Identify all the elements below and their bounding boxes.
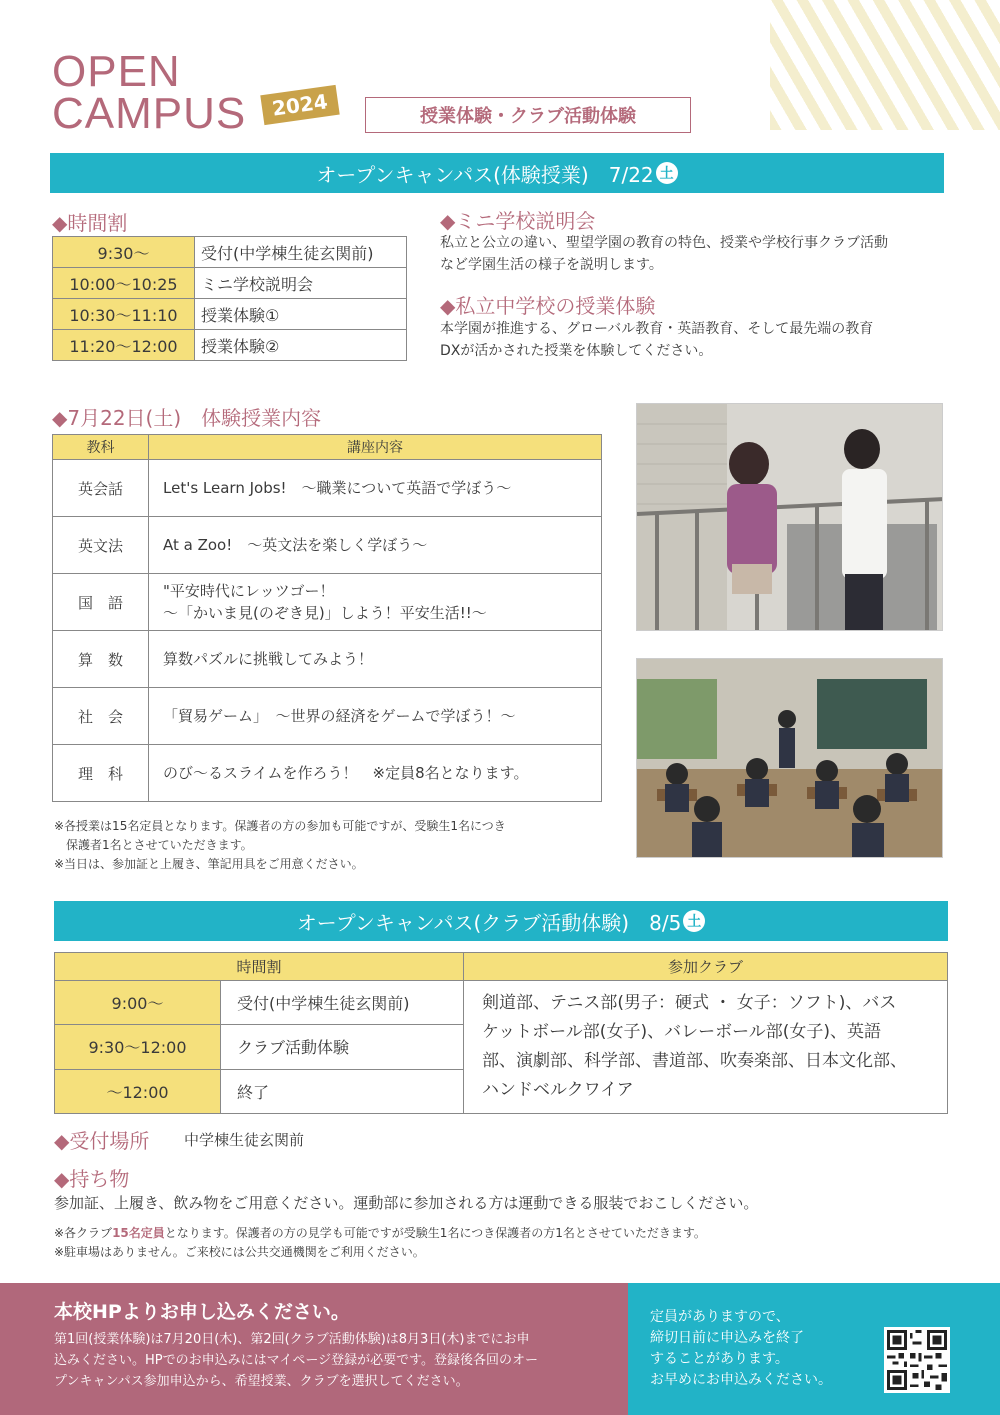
desc-cell: 受付(中学棟生徒玄関前): [221, 981, 464, 1025]
table-row: [53, 745, 602, 802]
subtitle-box: 授業体験・クラブ活動体験: [365, 97, 691, 133]
col-time: 時間割: [55, 953, 464, 981]
note-line: ※駐車場はありません。ご来校には公共交通機関をご利用ください。: [54, 1245, 425, 1259]
reception-place: 中学棟生徒玄関前: [184, 1131, 305, 1149]
time-cell: 9:00〜: [55, 981, 221, 1025]
time-cell: 10:00〜10:25: [53, 268, 195, 299]
notice-line: お早めにお申込みください。: [650, 1372, 832, 1388]
timetable-table: [52, 236, 407, 361]
time-cell: 10:30〜11:10: [53, 299, 195, 330]
open-campus-logo: [52, 47, 247, 138]
content-line: 〜「かいま見(のぞき見)」しよう！平安生活!!〜: [163, 604, 487, 622]
content-line: 「貿易ゲーム」 〜世界の経済をゲームで学ぼう！〜: [163, 707, 516, 725]
col-subject: 教科: [53, 435, 149, 460]
mini-line1: 私立と公立の違い、聖望学園の教育の特色、授業や学校行事クラブ活動: [440, 235, 888, 251]
desc-cell: 受付(中学棟生徒玄関前): [195, 237, 407, 268]
reception-heading: ◆受付場所: [54, 1129, 150, 1153]
lessons-table: [52, 434, 602, 802]
note-pre: ※各クラブ: [54, 1226, 113, 1240]
table-row: [53, 330, 407, 361]
subject-cell: 社 会: [53, 688, 149, 745]
note-line: ※当日は、参加証と上履き、筆記用具をご用意ください。: [54, 857, 364, 871]
table-row: [53, 299, 407, 330]
clubs-line: ケットボール部(女子)、バレーボール部(女子)、英語: [482, 1022, 881, 1042]
desc-cell: クラブ活動体験: [221, 1025, 464, 1069]
trial-lesson-heading: ◆私立中学校の授業体験: [440, 294, 656, 318]
table-row: [53, 688, 602, 745]
desc-cell: 終了: [221, 1069, 464, 1113]
footer-line: 第1回(授業体験)は7月20日(木)、第2回(クラブ活動体験)は8月3日(木)までにお申: [54, 1332, 530, 1347]
saturday-badge: 土: [656, 162, 678, 184]
content-line: Let's Learn Jobs! 〜職業について英語で学ぼう〜: [163, 479, 512, 497]
table-row: [53, 631, 602, 688]
table-header-row: [55, 953, 948, 981]
notice-line: することがあります。: [650, 1351, 789, 1367]
time-cell: 11:20〜12:00: [53, 330, 195, 361]
content-cell: [149, 517, 602, 574]
mini-line2: など学園生活の様子を説明します。: [440, 257, 663, 273]
time-cell: 〜12:00: [55, 1069, 221, 1113]
table-header-row: [53, 435, 602, 460]
desc-cell: 授業体験②: [195, 330, 407, 361]
time-cell: 9:30〜: [53, 237, 195, 268]
content-line: のび〜るスライムを作ろう！ ※定員8名となります。: [163, 764, 529, 782]
content-cell: [149, 574, 602, 631]
subject-cell: 英会話: [53, 460, 149, 517]
banner-text: オープンキャンパス(クラブ活動体験) 8/5: [296, 910, 682, 935]
banner-trial-lessons: [50, 153, 944, 193]
trial-lesson-text: [440, 318, 873, 362]
content-line: "平安時代にレッツゴー！: [163, 582, 335, 600]
time-cell: 9:30〜12:00: [55, 1025, 221, 1069]
notice-line: 締切日前に申込みを終了: [650, 1330, 804, 1346]
mini-briefing-text: [440, 232, 888, 276]
timetable-heading: ◆時間割: [52, 211, 128, 235]
subject-cell: 英文法: [53, 517, 149, 574]
content-cell: [149, 745, 602, 802]
logo-line2: CAMPUS: [52, 89, 247, 138]
photo-staircase: [636, 403, 943, 631]
table-row: [53, 574, 602, 631]
note-line: [54, 1224, 706, 1243]
table-row: [53, 517, 602, 574]
footer-line: 込みください。HPでのお申込みにはマイページ登録が必要です。登録後各回のオー: [54, 1353, 539, 1368]
content-line: At a Zoo! 〜英文法を楽しく学ぼう〜: [163, 536, 428, 554]
banner-club-activities: [54, 901, 948, 941]
year-badge: 2024: [260, 85, 339, 125]
table-row: [55, 981, 948, 1025]
note-post: となります。保護者の方の見学も可能ですが受験生1名につき保護者の方1名とさせていただきます。: [164, 1226, 706, 1240]
content-cell: [149, 460, 602, 517]
trial-line2: DXが活かされた授業を体験してください。: [440, 343, 713, 359]
desc-cell: ミニ学校説明会: [195, 268, 407, 299]
table-row: [53, 268, 407, 299]
table-row: [53, 237, 407, 268]
lessons-heading: ◆7月22日(土) 体験授業内容: [52, 406, 322, 430]
saturday-badge: 土: [683, 910, 705, 932]
clubs-line: ハンドベルクワイア: [482, 1080, 634, 1100]
decorative-stripes: [770, 0, 1000, 130]
footer-application: [0, 1283, 628, 1415]
footer-line: プンキャンパス参加申込から、希望授業、クラブを選択してください。: [54, 1374, 469, 1389]
photo-classroom: [636, 658, 943, 858]
content-cell: [149, 631, 602, 688]
table-row: [53, 460, 602, 517]
note-line: ※各授業は15名定員となります。保護者の方の参加も可能ですが、受験生1名につき: [54, 819, 506, 833]
club-table: [54, 952, 948, 1114]
desc-cell: 授業体験①: [195, 299, 407, 330]
trial-line1: 本学園が推進する、グローバル教育・英語教育、そして最先端の教育: [440, 321, 874, 337]
col-content: 講座内容: [149, 435, 602, 460]
belongings-text: 参加証、上履き、飲み物をご用意ください。運動部に参加される方は運動できる服装でおこしください。: [54, 1194, 759, 1212]
note-line: 保護者1名とさせていただきます。: [54, 838, 253, 852]
banner-text: オープンキャンパス(体験授業) 7/22: [316, 162, 654, 187]
content-cell: [149, 688, 602, 745]
footer-title: 本校HPよりお申し込みください。: [54, 1301, 350, 1323]
note-emphasis: 15名定員: [112, 1226, 165, 1240]
logo-line1: OPEN: [52, 47, 181, 96]
subject-cell: 国 語: [53, 574, 149, 631]
clubs-line: 部、演劇部、科学部、書道部、吹奏楽部、日本文化部、: [482, 1051, 907, 1071]
lesson-notes: [54, 817, 506, 874]
content-line: 算数パズルに挑戦してみよう！: [163, 650, 374, 668]
clubs-line: 剣道部、テニス部(男子：硬式 ・ 女子：ソフト)、バス: [482, 993, 897, 1013]
clubs-cell: [464, 981, 948, 1114]
notice-text: [650, 1307, 832, 1391]
subject-cell: 算 数: [53, 631, 149, 688]
footer-text: [54, 1329, 538, 1392]
belongings-heading: ◆持ち物: [54, 1167, 130, 1191]
mini-briefing-heading: ◆ミニ学校説明会: [440, 209, 596, 233]
subject-cell: 理 科: [53, 745, 149, 802]
col-clubs: 参加クラブ: [464, 953, 948, 981]
qr-code-icon[interactable]: [884, 1327, 950, 1393]
notice-line: 定員がありますので、: [650, 1309, 790, 1325]
club-notes: [54, 1224, 706, 1262]
